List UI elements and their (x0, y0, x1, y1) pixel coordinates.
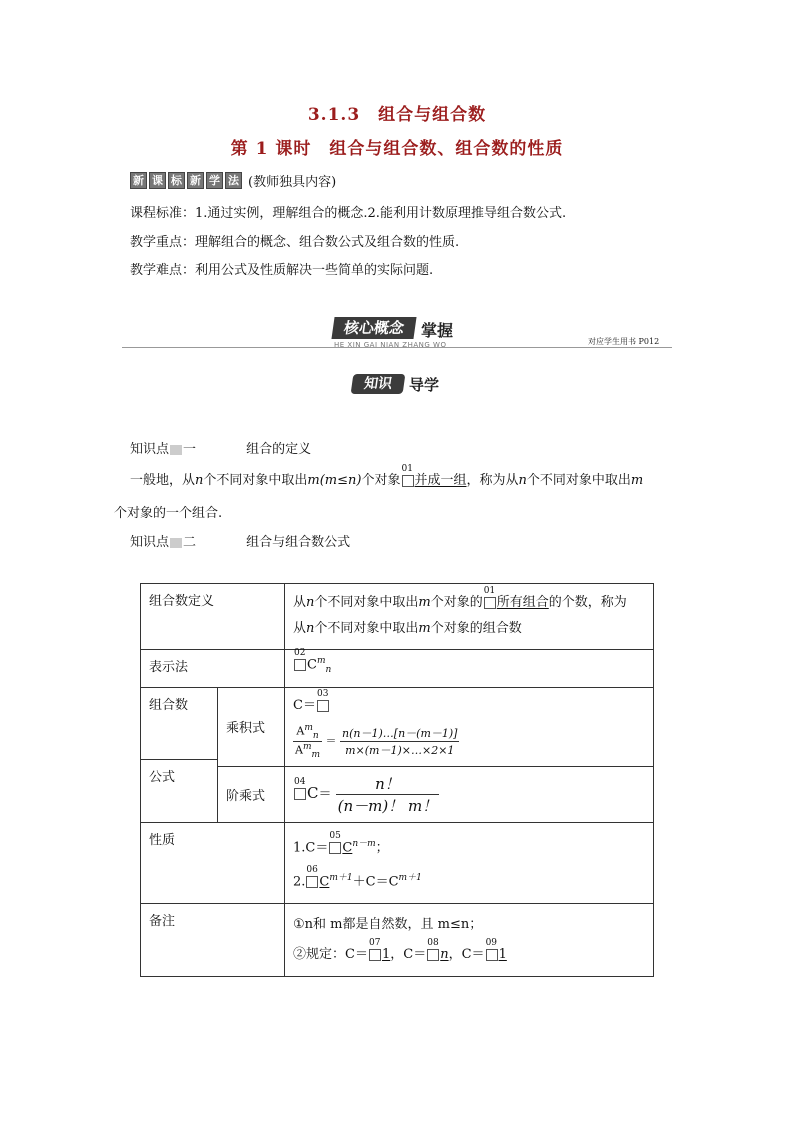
kp-number: 二 (183, 535, 197, 550)
answer-text: n (440, 947, 449, 963)
blank-number-box (368, 937, 381, 961)
text: ＝C (375, 874, 399, 890)
teaching-focus: 教学重点：理解组合的概念、组合数公式及组合数的性质. (130, 235, 460, 250)
var-m: m (418, 595, 431, 610)
blank-number: 09 (485, 937, 498, 948)
text: 2. (293, 874, 306, 890)
text: 从 (293, 621, 307, 636)
kp1-definition-cont: 个对象的一个组合. (114, 506, 223, 521)
spacer (149, 713, 209, 759)
formula-c: C (307, 657, 317, 673)
var-m: m (307, 473, 320, 488)
text: 个不同对象中取出 (314, 595, 419, 610)
method-banner (130, 171, 336, 190)
text: 的个数，称为 (548, 595, 627, 610)
row-content (285, 688, 654, 767)
table-row (141, 904, 654, 977)
text: 从 (293, 595, 307, 610)
var-n: n (306, 621, 315, 636)
product-formula (293, 723, 645, 760)
answer-text: C (319, 874, 330, 890)
fraction-left (293, 723, 322, 760)
blank-number: 03 (316, 688, 329, 699)
kp-marker-icon (170, 538, 182, 548)
blank-number-box (329, 830, 341, 854)
formula-sup: m (304, 723, 313, 733)
formula-sup: m (302, 741, 312, 752)
formula-sup: n－m (352, 838, 376, 849)
blank-number-box (483, 585, 496, 609)
kp-number: 一 (183, 442, 197, 457)
var-n: n (195, 473, 204, 488)
row-content (285, 822, 654, 904)
kp1-definition (130, 463, 644, 488)
text: 个对象的组合数 (430, 621, 522, 636)
answer-text: 1 (498, 947, 507, 963)
equals: ＝ (471, 947, 485, 963)
equals: ＝ (318, 786, 332, 802)
banner-pinyin: HE XIN GAI NIAN ZHANG WO (334, 341, 447, 349)
blank-number-box (294, 777, 306, 800)
kp-label: 知识点 (130, 535, 170, 550)
answer-text: 1 (381, 947, 391, 963)
blank-number-box (485, 937, 498, 961)
equals: ＝ (315, 840, 329, 856)
equals: ＝ (302, 698, 316, 713)
formula-a: A (295, 743, 303, 757)
course-standard: 课程标准：1.通过实例，理解组合的概念.2.能利用计数原理推导组合数公式. (130, 206, 567, 221)
answer-text: 所有组合 (496, 595, 549, 610)
blank-number: 05 (329, 830, 341, 841)
table-row (141, 584, 654, 650)
blank-number-box (316, 688, 329, 712)
row-sublabel: 乘积式 (218, 688, 285, 767)
row-content (285, 584, 654, 650)
guide-word: 导学 (409, 376, 440, 394)
table-row (141, 688, 654, 767)
kp-title: 组合与组合数公式 (246, 535, 351, 550)
factorial-fraction (336, 773, 440, 816)
blank-number: 06 (306, 864, 318, 875)
banner-word: 掌握 (421, 321, 454, 340)
blank-number: 01 (483, 585, 496, 596)
formula-a: A (296, 724, 305, 738)
text: 个不同对象中取出 (314, 621, 419, 636)
kp-label: 知识点 (130, 442, 170, 457)
numerator: n！ (336, 773, 440, 795)
blank-number: 02 (294, 647, 306, 658)
method-box: 标 (168, 172, 185, 189)
equals: ＝ (354, 947, 368, 963)
formula-sup: m (316, 656, 326, 666)
blank-number-box (294, 647, 306, 671)
row-content (285, 766, 654, 822)
banner-box: 核心概念 (331, 317, 416, 339)
var-n: n (306, 595, 315, 610)
blank-number: 04 (294, 777, 306, 788)
blank-number: 08 (427, 937, 439, 948)
text: 个不同对象中取出 (203, 473, 308, 488)
lesson-section-title: 3.1.3 组合与组合数 (307, 105, 487, 125)
text: ； (375, 840, 389, 856)
kp-marker-icon (170, 445, 182, 455)
method-box: 法 (225, 172, 242, 189)
fraction-right (340, 725, 459, 758)
combination-table (140, 583, 654, 977)
formula-sub: n (312, 730, 319, 741)
method-note: (教师独具内容) (248, 175, 337, 190)
blank-number: 01 (401, 463, 413, 474)
row-label: 组合数定义 (141, 584, 285, 650)
text: 个不同对象中取出 (526, 473, 631, 488)
table-row (141, 766, 654, 822)
answer-text: 并成一组 (414, 473, 467, 488)
text: 1.C (293, 840, 316, 856)
row-label: 表示法 (141, 650, 285, 688)
table-row (141, 650, 654, 688)
blank-number-box (401, 463, 414, 487)
blank-number-box (427, 937, 439, 961)
formula-c: C (293, 698, 303, 713)
text: 个对象 (361, 473, 401, 488)
denominator: m×(m－1)×…×2×1 (345, 743, 455, 757)
answer-text: C (342, 840, 353, 856)
student-book-ref: 对应学生用书 P012 (588, 337, 660, 346)
row-label: 性质 (141, 822, 285, 904)
group-label-bottom: 公式 (141, 759, 217, 785)
note-line-2 (293, 937, 645, 970)
var-n: n (518, 473, 527, 488)
knowledge-point-1 (130, 438, 311, 457)
var-m: m (418, 621, 431, 636)
method-box: 课 (149, 172, 166, 189)
formula-sup: m＋1 (329, 873, 353, 884)
text: ，C (448, 947, 472, 963)
guide-box: 知识 (351, 374, 406, 394)
equals: ＝ (325, 734, 337, 748)
row-content (285, 647, 654, 688)
text: ，C (390, 947, 414, 963)
formula-sub: n (325, 664, 332, 675)
kp-title: 组合的定义 (246, 442, 312, 457)
knowledge-point-2 (130, 531, 350, 550)
method-box: 新 (130, 172, 147, 189)
text: 一般地，从 (130, 473, 196, 488)
text: ②规定：C (293, 947, 355, 963)
row-content (285, 904, 654, 977)
teaching-difficulty: 教学难点：利用公式及性质解决一些简单的实际问题. (130, 263, 434, 278)
lesson-title: 第 1 课时 组合与组合数、组合数的性质 (230, 139, 564, 159)
note-line-1: ①n和 m都是自然数，且 m≤n； (293, 917, 483, 933)
text: ＋C (352, 874, 376, 890)
numerator: n(n－1)…[n－(m－1)] (342, 726, 458, 740)
row-label: 备注 (141, 904, 285, 977)
row-sublabel: 阶乘式 (218, 766, 285, 822)
group-label-top: 组合数 (149, 698, 189, 713)
table-row (141, 822, 654, 904)
row-label (141, 688, 218, 823)
blank-number-box (306, 864, 318, 888)
formula-c: C (307, 783, 319, 802)
method-box: 学 (206, 172, 223, 189)
denominator: (n－m)！ m！ (337, 796, 438, 815)
var-m: m (630, 473, 644, 488)
method-box: 新 (187, 172, 204, 189)
text: 个对象的 (430, 595, 483, 610)
formula-sup: m＋1 (398, 873, 422, 884)
formula-sub: m (311, 749, 321, 760)
condition: (m≤n) (319, 473, 362, 488)
blank-number: 07 (368, 937, 381, 948)
equals: ＝ (413, 947, 427, 963)
text: ，称为从 (466, 473, 519, 488)
